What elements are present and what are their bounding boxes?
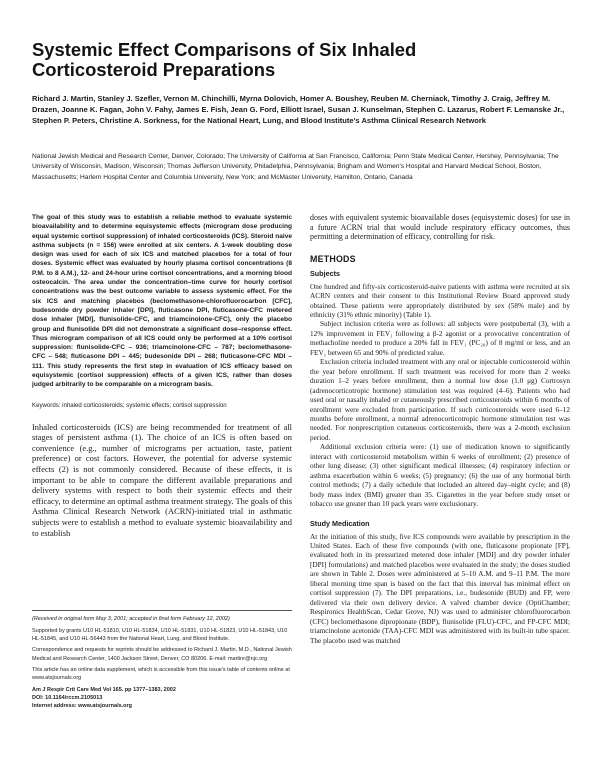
footnotes — [32, 610, 292, 711]
subjects-paragraph-2: Subject inclusion criteria were as follows: all subjects were postpubertal (3), with a 12% improvement in FEV₁ following a β-2 agonist or a provocative concentration of methacholine needed to produce a 20% fall in FEV₁ (PC₂₀) of 8 mg/ml or less, and an FEV₁ between 65 and 90% of predicted value. — [310, 320, 570, 357]
internet-address: Internet address: www.atsjournals.org — [32, 703, 133, 710]
subjects-paragraph-3: Exclusion criteria included treatment with any oral or injectable corticosteroid within the year before enrollment. If such treatment was received for more than 2 weeks duration 1–2 years before enrollment, then a normal low dose (1.0 μg) Cortrosyn (adrenocorticotropic hormone) stimulation test was required (4–6). Patients who had used oral or nasally inhaled or cutaneously prescribed corticosteroids within 6 months of enrollment were excluded from participation. If such corticosteroids were used 6–12 months before enrollment, a normal adrenocorticotropic hormone stimulation test was needed. For nonprescription cutaneous corticosteroids, there was a 2-month exclusion period. — [310, 358, 570, 442]
intro-section — [32, 422, 292, 539]
subjects-paragraph-4: Additional exclusion criteria were: (1) use of medication known to significantly interact with corticosteroid metabolism within 6 weeks of enrollment; (2) presence of other lung disease; (3) other significant medical illnesses; (4) respiratory infection or asthma exacerbation within 6 weeks; (5) pregnancy; (6) the use of any hormonal birth control methods; (7) a daily schedule that included an altered day–night cycle; and (8) body mass index (BMI) greater than 35. Cigarettes in the year before study onset or tobacco use greater than 10 pack years were exclusionary. — [310, 443, 570, 509]
methods-heading: METHODS — [310, 253, 356, 264]
keywords-text: inhaled corticosteroids; systemic effects; cortisol suppression — [62, 401, 227, 409]
subjects-paragraph-1: One hundred and fifty-six corticosteroid-naive patients with asthma were recruited at six ACRN centers and their consent to this Institutional Review Board approved study obtained. These patients were appropriately distributed by sex (58% male) and by ethnicity (31% ethnic minority) (Table 1). — [310, 282, 570, 319]
article-title — [32, 40, 572, 80]
correspondence-note: Correspondence and requests for reprints should be addressed to Richard J. Martin, M.D., National Jewish Medical and Research Center, 1400 Jackson Street, Denver, CO 80206. E-mail: martinr@njc.org — [32, 647, 292, 662]
keywords-label: Keywords: — [32, 401, 61, 409]
abstract: The goal of this study was to establish a reliable method to evaluate systemic bioavailability and to determine equisystemic effects (microgram dose producing equal systemic cortisol suppression) of inhaled corticosteroids (ICS). Steroid naive asthma subjects (n = 156) were enrolled at six centers. A 1-week doubling dose design was used for each of six ICS and matched placebos for a total of four doses. Systemic effect was evaluated by hourly plasma cortisol concentrations (8 P.M. to 8 A.M.), 12- and 24-hour urine cortisol concentrations, and a morning blood osteocalcin. The area under the concentration–time curve for hourly cortisol concentrations was the best outcome variable to assess systemic effect. For the six ICS and matching placebos (beclomethasone-chlorofluorocarbon [CFC], budesonide dry powder inhaler [DPI], fluticasone DPI, fluticasone-CFC metered dose inhaler [MDI], flunisolide-CFC, and triamcinolone-CFC), only the placebo group and flunisolide DPI did not demonstrate a significant dose–response effect. Thus microgram comparison of all ICS could only be performed at a 10% cortisol suppression: flunisolide-CFC – 936; triamcinolone-CFC – 787; beclomethasone-CFC – 548; fluticasone DPI – 445; budesonide DPI – 268; fluticasone-CFC MDI – 111. This study represents the first step in evaluation of ICS efficacy based on equisystemic (cortisol suppression) effects of a given ICS, rather than doses judged arbitrarily to be comparable on a microgram basis. — [32, 214, 292, 389]
keywords-line — [32, 401, 292, 410]
subjects-heading: Subjects — [310, 268, 340, 278]
author-list: Richard J. Martin, Stanley J. Szefler, Vernon M. Chinchilli, Myrna Dolovich, Homer A. Boushey, Reuben M. Cherniack, Timothy J. Craig, Jeffrey M. Drazen, Joanne K. Fagan, John V. Fahy, James E. Fish, Jean G. Ford, Elliott Israel, Susan J. Kunselman, Stephen C. Lazarus, Robert F. Lemanske Jr., Stephen P. Peters, Christine A. Sorkness, for the National Heart, Lung, and Blood Institute's Asthma Clinical Research Network — [32, 94, 565, 125]
title-line-2: Corticosteroid Preparations — [32, 59, 276, 80]
subjects-section — [310, 283, 570, 510]
journal-citation: Am J Respir Crit Care Med Vol 165. pp 1377–1383, 2002 — [32, 687, 176, 694]
doi-line: DOI: 10.1164/rccm.2105013 — [32, 695, 103, 702]
intro-paragraph: Inhaled corticosteroids (ICS) are being recommended for treatment of all stages of persistent asthma (1). The choice of an ICS is often based on convenience (e.g., number of micrograms per actuation, taste, patient preference) or cost factors. However, the potential for adverse systemic effects (2) is not commonly considered. Because of these effects, it is important to be able to compare the different available preparations and delivery systems with respect to both their systemic effects and their efficacy, to determine an optimal asthma treatment strategy. The goals of this Asthma Clinical Research Network (ACRN)-initiated trial in asthmatic subjects were to establish a method to evaluate systemic bioavailability and to establish — [32, 421, 292, 538]
right-column — [310, 213, 570, 646]
study-medication-paragraph: At the initiation of this study, five ICS compounds were available by prescription in the United States. Each of these five compounds (with one, fluticasone propionate [FP], evaluated both in its pressurized metered dose inhaler [MDI] and dry powder inhaler [DPI] formulations) and matched placebos were evaluated in the study; the doses studied are shown in Table 2. Doses were administered at 5–10 A.M. and 9–11 P.M. The more liberal morning time span is based on the fact that this interval has minimal effect on cortisol suppression (7). The DPI preparations, i.e., budesonide (BUD) and FP, were delivered via their own delivery device. A valved chamber device (OptiChamber; Respironics HealthScan, Cedar Grove, NJ) was used to administer chlorofluorocarbon (CFC) beclomethasone dipropionate (BDP), flunisolide (FLU)-CFC, and FP-CFC MDI; triamcinolone acetonide (TAA)-CFC MDI was administered with its built-in tube spacer. The placebo used was matched — [310, 532, 570, 645]
study-medication-heading: Study Medication — [310, 518, 370, 528]
received-note: (Received in original form May 3, 2001; accepted in final form February 12, 2002) — [32, 616, 230, 622]
affiliations: National Jewish Medical and Research Center, Denver, Colorado; The University of California at San Francisco, California; Penn State Medical Center, Hershey, Pennsylvania; The University of Wisconsin, Madison, Wisconsin; Thomas Jefferson University, Philadelphia, Pennsylvania; Brigham and Women's Hospital and Harvard Medical School, Boston, Massachusetts; Harlem Hospital Center and Columbia University, New York; and McMaster University, Hamilton, Ontario, Canada — [32, 153, 559, 181]
intro-continued: doses with equivalent systemic bioavailable doses (equisystemic doses) for use in a future ACRN trial that would include respiratory efficacy outcomes, thus permitting a determination of efficacy, controlling for risk. — [310, 213, 570, 242]
left-column — [32, 213, 292, 538]
title-line-1: Systemic Effect Comparisons of Six Inhaled — [32, 39, 417, 60]
support-note: Supported by grants U10 HL-51810, U10 HL-51834, U10 HL-51831, U10 HL-51823, U10 HL-51843, U10 HL-51845, and U10 HL-56443 from the National Heart, Lung, and Blood Institute. — [32, 627, 288, 642]
supplement-note: This article has an online data supplement, which is accessible from this issue's table of contents online at www.atsjournals.org — [32, 667, 290, 682]
